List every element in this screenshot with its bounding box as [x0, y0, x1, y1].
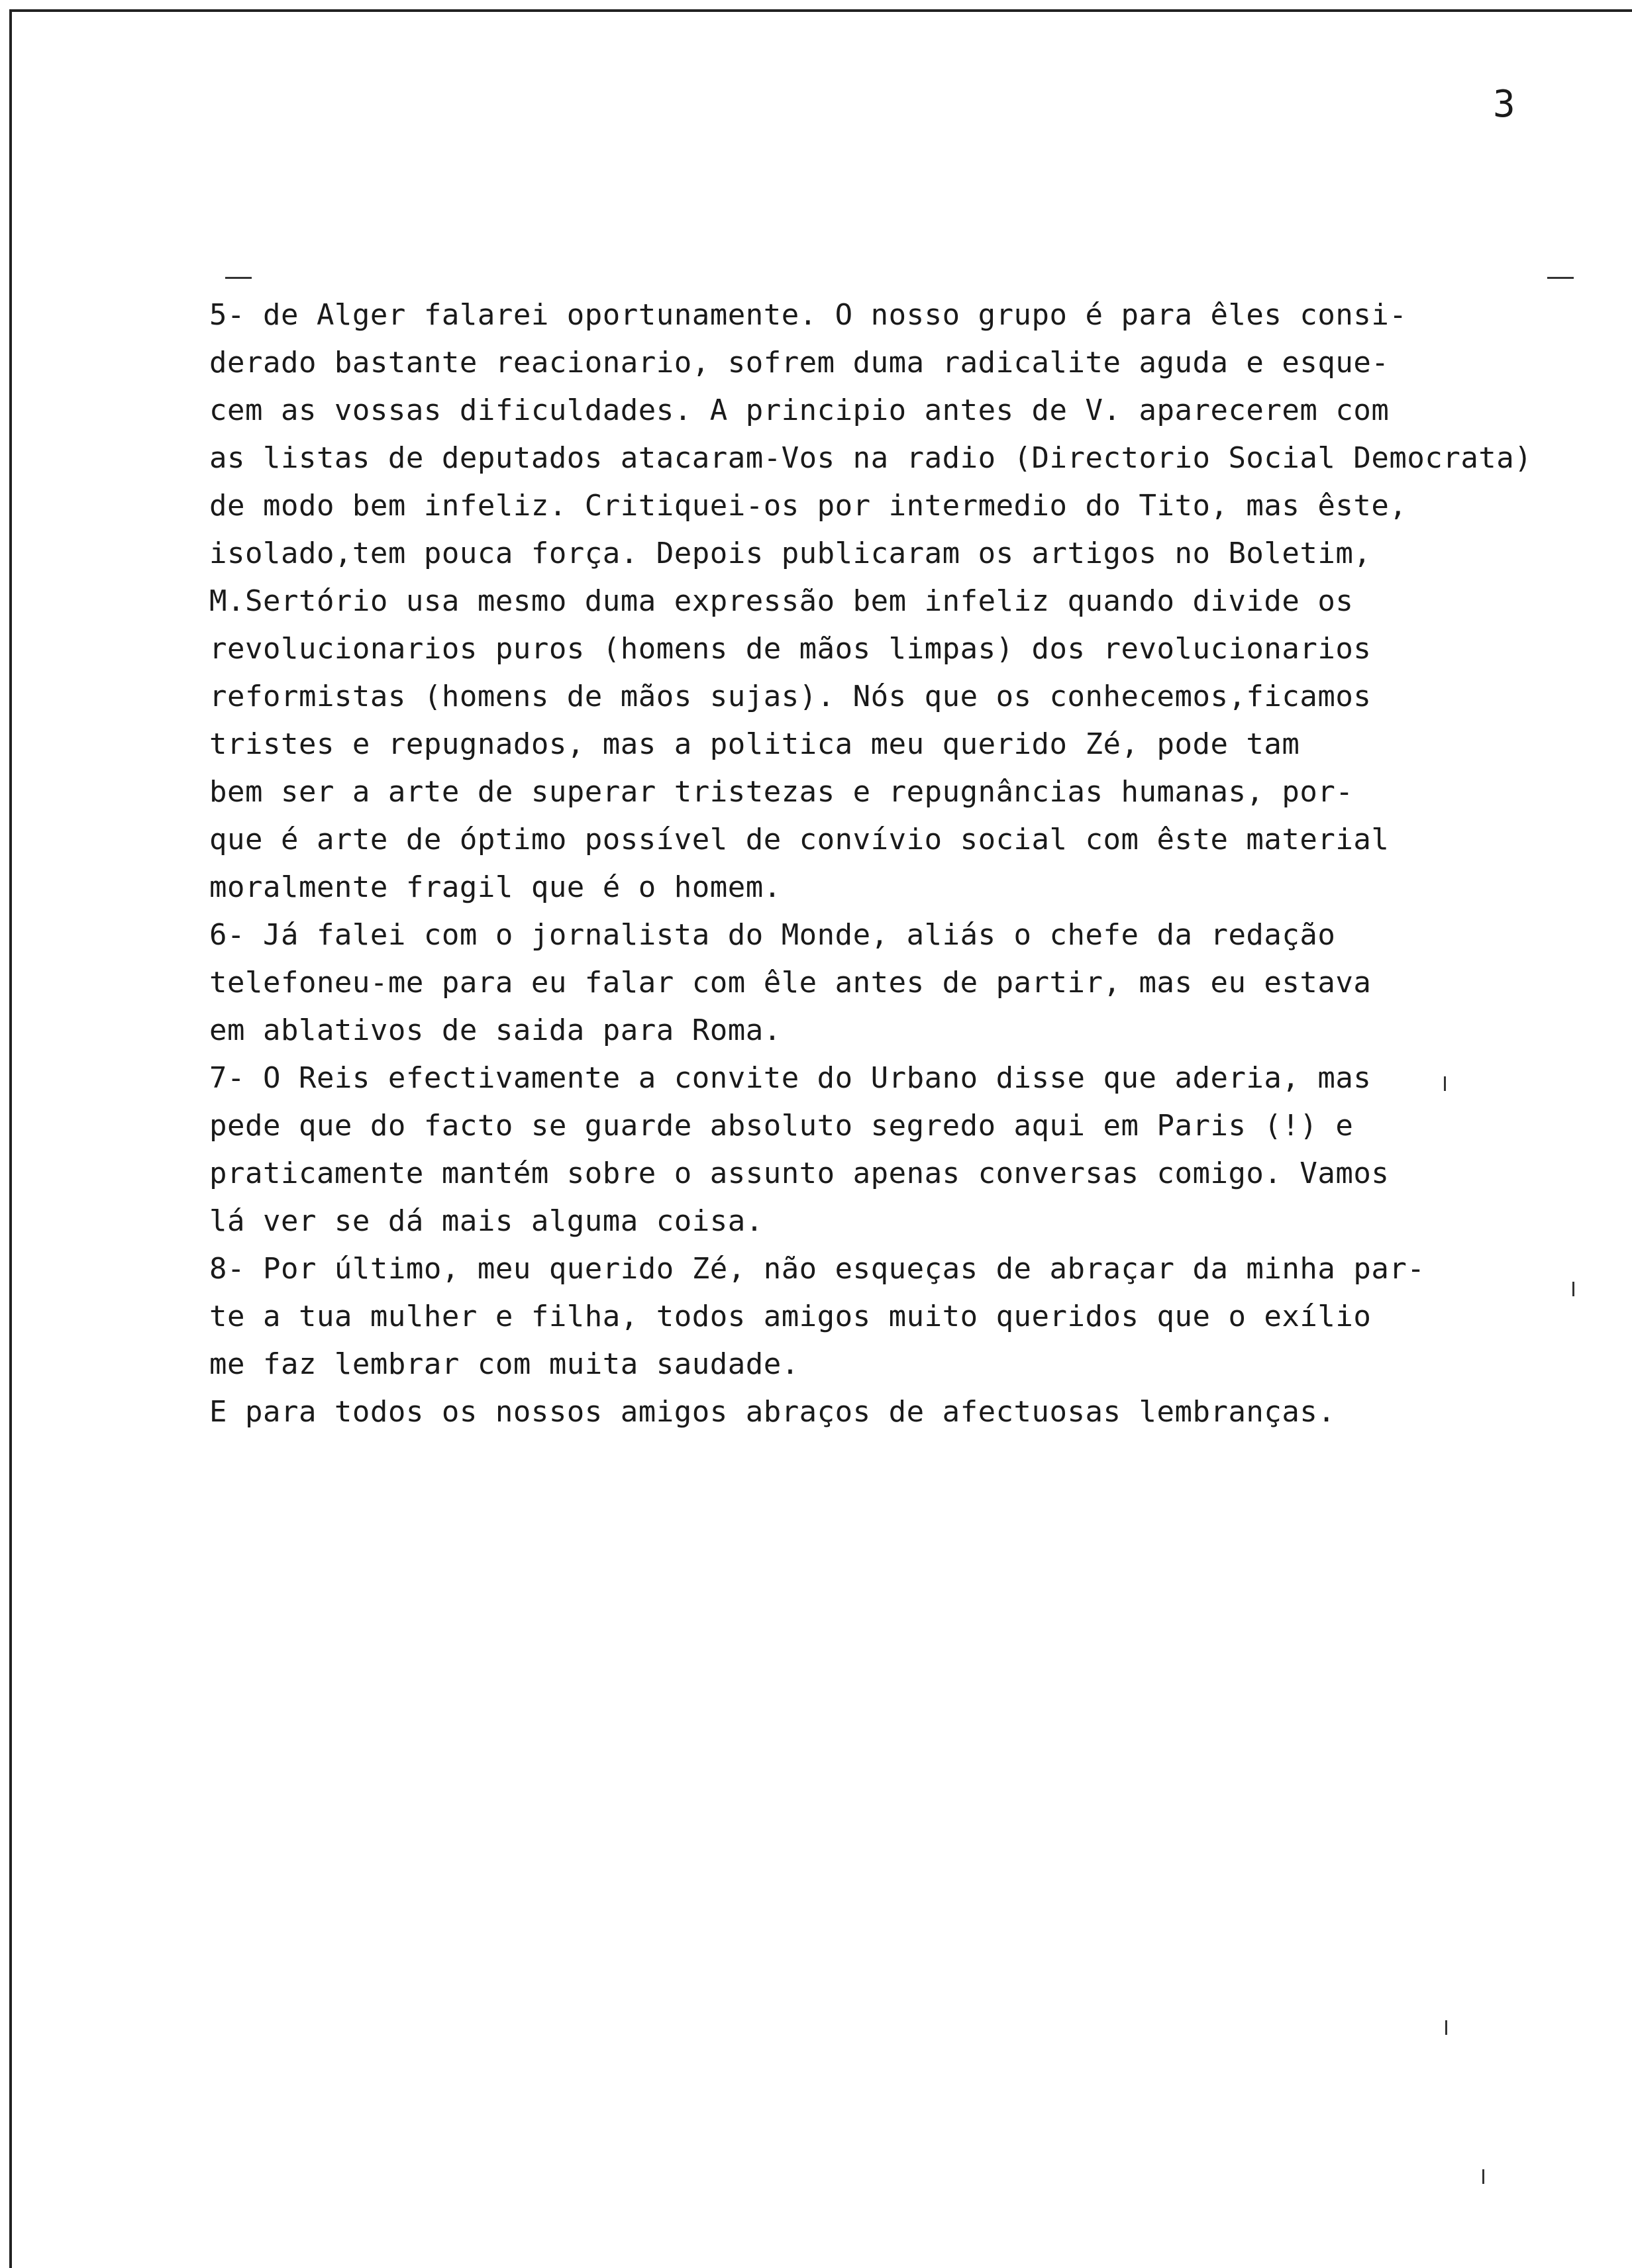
scan-border-top [9, 9, 1632, 12]
text-line: isolado,tem pouca força. Depois publicaram os artigos no Boletim, [209, 537, 1372, 570]
text-line: praticamente mantém sobre o assunto apenas conversas comigo. Vamos [209, 1157, 1390, 1190]
text-line: tristes e repugnados, mas a politica meu querido Zé, pode tam [209, 727, 1300, 761]
stray-mark [1482, 2169, 1484, 2184]
text-line: cem as vossas dificuldades. A principio antes de V. aparecerem com [209, 393, 1390, 427]
text-line: revolucionarios puros (homens de mãos limpas) dos revolucionarios [209, 632, 1372, 666]
text-line: te a tua mulher e filha, todos amigos muito queridos que o exílio [209, 1300, 1372, 1333]
text-line: E para todos os nossos amigos abraços de afectuosas lembranças. [209, 1395, 1336, 1429]
text-line: 5- de Alger falarei oportunamente. O nosso grupo é para êles consi- [209, 298, 1407, 332]
text-line: 8- Por último, meu querido Zé, não esqueças de abraçar da minha par- [209, 1252, 1425, 1286]
text-line: derado bastante reacionario, sofrem duma radicalite aguda e esque- [209, 346, 1390, 380]
text-line: de modo bem infeliz. Critiquei-os por intermedio do Tito, mas êste, [209, 489, 1407, 523]
page-number: 3 [1493, 83, 1515, 126]
letter-body [209, 291, 1580, 1436]
text-line: em ablativos de saida para Roma. [209, 1013, 782, 1047]
text-line: 6- Já falei com o jornalista do Monde, aliás o chefe da redação [209, 918, 1336, 952]
text-line: que é arte de óptimo possível de convívio social com êste material [209, 823, 1390, 856]
text-line: me faz lembrar com muita saudade. [209, 1347, 799, 1381]
margin-mark [1547, 277, 1574, 279]
text-line: telefoneu-me para eu falar com êle antes de partir, mas eu estava [209, 966, 1372, 1000]
text-line: reformistas (homens de mãos sujas). Nós que os conhecemos,ficamos [209, 680, 1372, 713]
text-line: as listas de deputados atacaram-Vos na radio (Directorio Social Democrata) [209, 441, 1533, 475]
scan-border-left [9, 9, 12, 2268]
text-line: bem ser a arte de superar tristezas e repugnâncias humanas, por- [209, 775, 1354, 809]
stray-mark [1445, 2020, 1447, 2035]
margin-mark [225, 277, 252, 279]
text-line: pede que do facto se guarde absoluto segredo aqui em Paris (!) e [209, 1109, 1354, 1143]
text-line: lá ver se dá mais alguma coisa. [209, 1204, 764, 1238]
text-line: 7- O Reis efectivamente a convite do Urbano disse que aderia, mas [209, 1061, 1372, 1095]
text-line: moralmente fragil que é o homem. [209, 870, 782, 904]
text-line: M.Sertório usa mesmo duma expressão bem infeliz quando divide os [209, 584, 1354, 618]
